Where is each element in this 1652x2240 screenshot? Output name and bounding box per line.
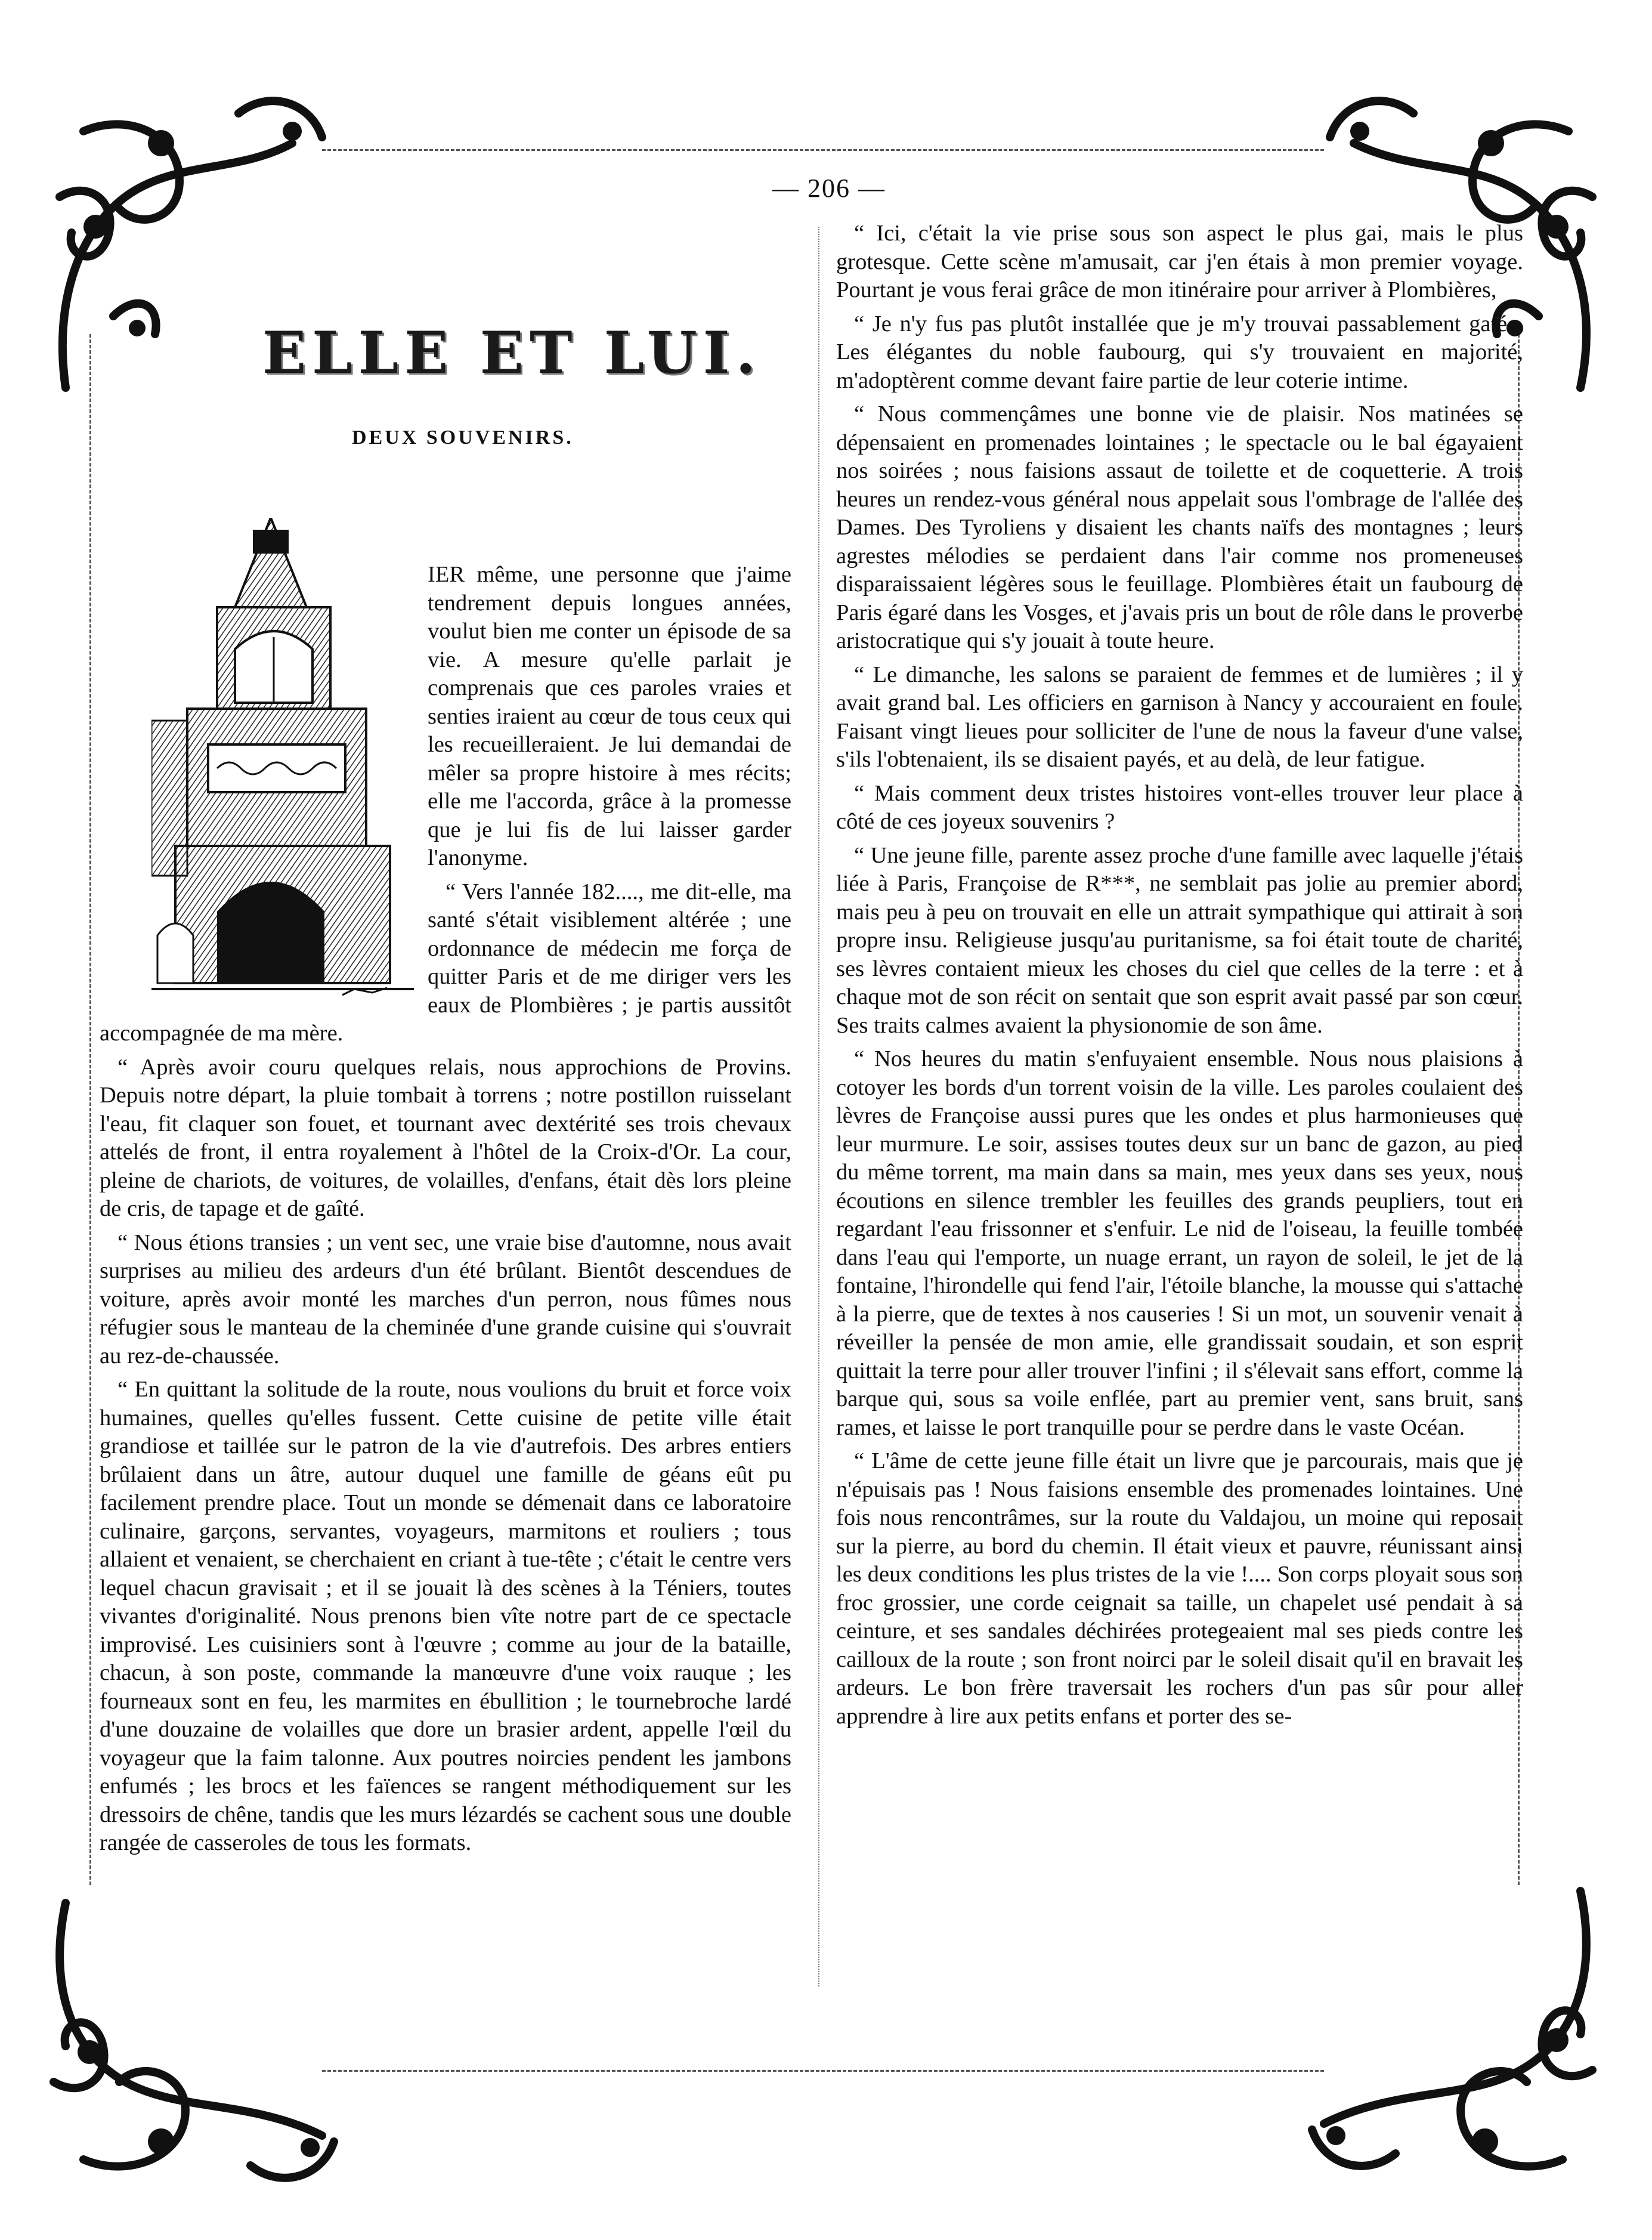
ornament-bottom-left-icon xyxy=(36,1885,358,2195)
right-paragraph: “ Nous commençâmes une bonne vie de plaisir. Nos matinées se dépensaient en promenades lointaines ; le spectacle ou le bal égayaient nos soirées ; nous faisions assaut de toilette et de coquetterie. A trois heures un rendez-vous général nous appelait sous l'ombrage de l'allée des Dames. Des Tyroliens y disaient les chants naïfs des montagnes ; leurs agrestes mélodies se perdaient dans l'air comme nos promeneuses disparaissaient légères sous le feuillage. Plombières était un faubourg de Paris égaré dans les Vosges, et j'avais pris un bout de rôle dans le proverbe aristocratique qui s'y jouait à toute heure. xyxy=(836,401,1523,653)
right-paragraph: “ Ici, c'était la vie prise sous son aspect le plus gai, mais le plus grotesque. Cette scène m'amusait, car j'en étais à mon premier voyage. Pourtant je vous ferai grâce de mon itinéraire pour arriver à Plombières, xyxy=(836,221,1523,302)
ornament-bottom-right-icon xyxy=(1288,1873,1610,2195)
left-paragraph: “ Vers l'année 182...., me dit-elle, ma santé s'était visiblement altérée ; une ordonnance de médecin me força de quitter Paris et de me diriger vers les eaux de Plombières ; je partis aussitôt accompagnée de ma mère. xyxy=(100,879,791,1046)
article-subtitle: DEUX SOUVENIRS. xyxy=(352,427,574,449)
frame-left-rule xyxy=(89,334,91,1885)
right-column xyxy=(836,220,1523,1736)
right-paragraph: “ Une jeune fille, parente assez proche d'une famille avec laquelle j'étais liée à Paris, Françoise de R***, ne semblait pas jolie au premier abord, mais peu à peu on trouvait en elle un attrait sympathique qui attirait à son propre insu. Religieuse jusqu'au puritanisme, sa foi était toute de charité, ses lèvres contaient mieux les choses du ciel que celles de la terre : et à chaque mot de son récit on sentait que son esprit avait passé par son cœur. Ses traits calmes avaient la physionomie de son âme. xyxy=(836,842,1523,1038)
right-paragraph: “ Le dimanche, les salons se paraient de femmes et de lumières ; il y avait grand bal. Les officiers en garnison à Nancy y accouraient en foule. Faisant vingt lieues pour solliciter de l'une de nous la faveur d'une valse, s'ils l'obtenaient, ils se disaient payés, et au delà, de leur fatigue. xyxy=(836,662,1523,772)
frame-bottom-rule xyxy=(322,2070,1324,2072)
frame-top-rule xyxy=(322,149,1324,151)
right-paragraph: “ Nos heures du matin s'enfuyaient ensemble. Nous nous plaisions à cotoyer les bords d'un torrent voisin de la ville. Les paroles coulaient des lèvres de Françoise aussi pures que les ondes et plus harmonieuses que leur murmure. Le soir, assises toutes deux sur un banc de gazon, au pied du même torrent, ma main dans sa main, mes yeux dans ses yeux, nous écoutions en silence trembler les feuilles des grands peupliers, tout en regardant l'eau frissonner et s'enfuir. Le nid de l'oiseau, la feuille tombée dans l'eau qui l'emporte, un nuage errant, un rayon de soleil, le jet de la fontaine, l'hirondelle qui fend l'air, l'étoile blanche, la mousse qui s'attache à la pierre, que de textes à nos causeries ! Si un mot, un souvenir venait à réveiller la pensée de mon amie, elle grandissait soudain, et son esprit quittait la terre pour aller trouver l'infini ; il s'élevait sans effort, comme la barque qui, sous sa voile enflée, part au premier vent, sans bruit, sans rames, et laisse le port tranquille pour se perdre dans le vaste Océan. xyxy=(836,1046,1523,1440)
illustration-spacer xyxy=(100,561,428,1014)
page-number: — 206 — xyxy=(772,174,886,203)
column-divider xyxy=(818,227,819,1986)
left-paragraph: “ Nous étions transies ; un vent sec, une vraie bise d'automne, nous avait surprises au milieu des ardeurs d'un été brûlant. Bientôt descendues de voiture, après avoir monté les marches d'un perron, nous fûmes nous réfugier sous le manteau de la cheminée d'une grande cuisine qui s'ouvrait au rez-de-chaussée. xyxy=(100,1229,791,1368)
left-paragraph: “ En quittant la solitude de la route, nous voulions du bruit et force voix humaines, quelles qu'elles fussent. Cette cuisine de petite ville était grandiose et taillée sur le patron de la vie d'autrefois. Des arbres entiers brûlaient dans un âtre, autour duquel une famille de géans eût pu facilement prendre place. Tout un monde se démenait dans ce laboratoire culinaire, garçons, servantes, voyageurs, marmitons et rouliers ; tous allaient et venaient, se cherchaient en criant à tue-tête ; c'était le centre vers lequel chacun gravisait ; et il se jouait là des scènes à la Téniers, toutes vivantes d'originalité. Nous prenons bien vîte notre part de ce spectacle improvisé. Les cuisiniers sont à l'œuvre ; comme au jour de la bataille, chacun, à son poste, commande la manœuvre d'une voix rauque ; les fourneaux sont en feu, les marmites en ébullition ; le tournebroche lardé d'une douzaine de volailles que dore un brasier ardent, appelle l'œil du voyageur que la faim talonne. Aux poutres noircies pendent les jambons enfumés ; les brocs et les faïences se rangent méthodiquement sur les dressoirs de chêne, tandis que les murs lézardés se cachent sous une double rangée de casseroles de tous les formats. xyxy=(100,1377,791,1855)
left-paragraph: IER même, une personne que j'aime tendrement depuis longues années, voulut bien me conter un épisode de sa vie. A mesure qu'elle parlait je comprenais que ces paroles vraies et senties iraient au cœur de tous ceux qui les recueilleraient. Je lui demandai de mêler sa propre histoire à mes récits; elle me l'accorda, grâce à la promesse que je lui fis de lui laisser garder l'anonyme. xyxy=(428,562,791,870)
right-paragraph: “ L'âme de cette jeune fille était un livre que je parcourais, mais que je n'épuisais pas ! Nous faisions ensemble des promenades lointaines. Une fois nous rencontrâmes, sur la route du Valdajou, un moine qui reposait sur la pierre, au bord du chemin. Il était vieux et pauvre, réunissant ainsi les deux conditions les plus tristes de la vie !.... Son corps ployait sous son froc grossier, une corde ceignait sa taille, un chapelet usé pendait à sa ceinture, et ses sandales déchirées protegeaient mal ses pieds contre les cailloux de la route ; son front noirci par le soleil disait qu'il en bravait les ardeurs. Le bon frère traversait les rochers d'un pas sûr pour aller apprendre à lire aux petits enfans et porter des se- xyxy=(836,1448,1523,1729)
right-paragraph: “ Mais comment deux tristes histoires vont-elles trouver leur place à côté de ces joyeux souvenirs ? xyxy=(836,780,1523,834)
left-paragraph: “ Après avoir couru quelques relais, nous approchions de Provins. Depuis notre départ, la pluie tombait à torrens ; notre postillon ruisselant l'eau, fit claquer son fouet, et tournant avec dextérité ses trois chevaux attelés de front, il entra royalement à l'hôtel de la Croix-d'Or. La cour, pleine de chariots, de voitures, de volailles, d'enfans, était dès lors pleine de cris, de tapage et de gaîté. xyxy=(100,1054,791,1221)
right-paragraph: “ Je n'y fus pas plutôt installée que je m'y trouvai passablement gatée. Les élégantes du noble faubourg, qui s'y trouvaient en majorité, m'adoptèrent comme devant faire partie de leur coterie intime. xyxy=(836,311,1523,393)
left-column xyxy=(100,561,791,1863)
article-title: ELLE ET LUI. xyxy=(262,319,762,387)
